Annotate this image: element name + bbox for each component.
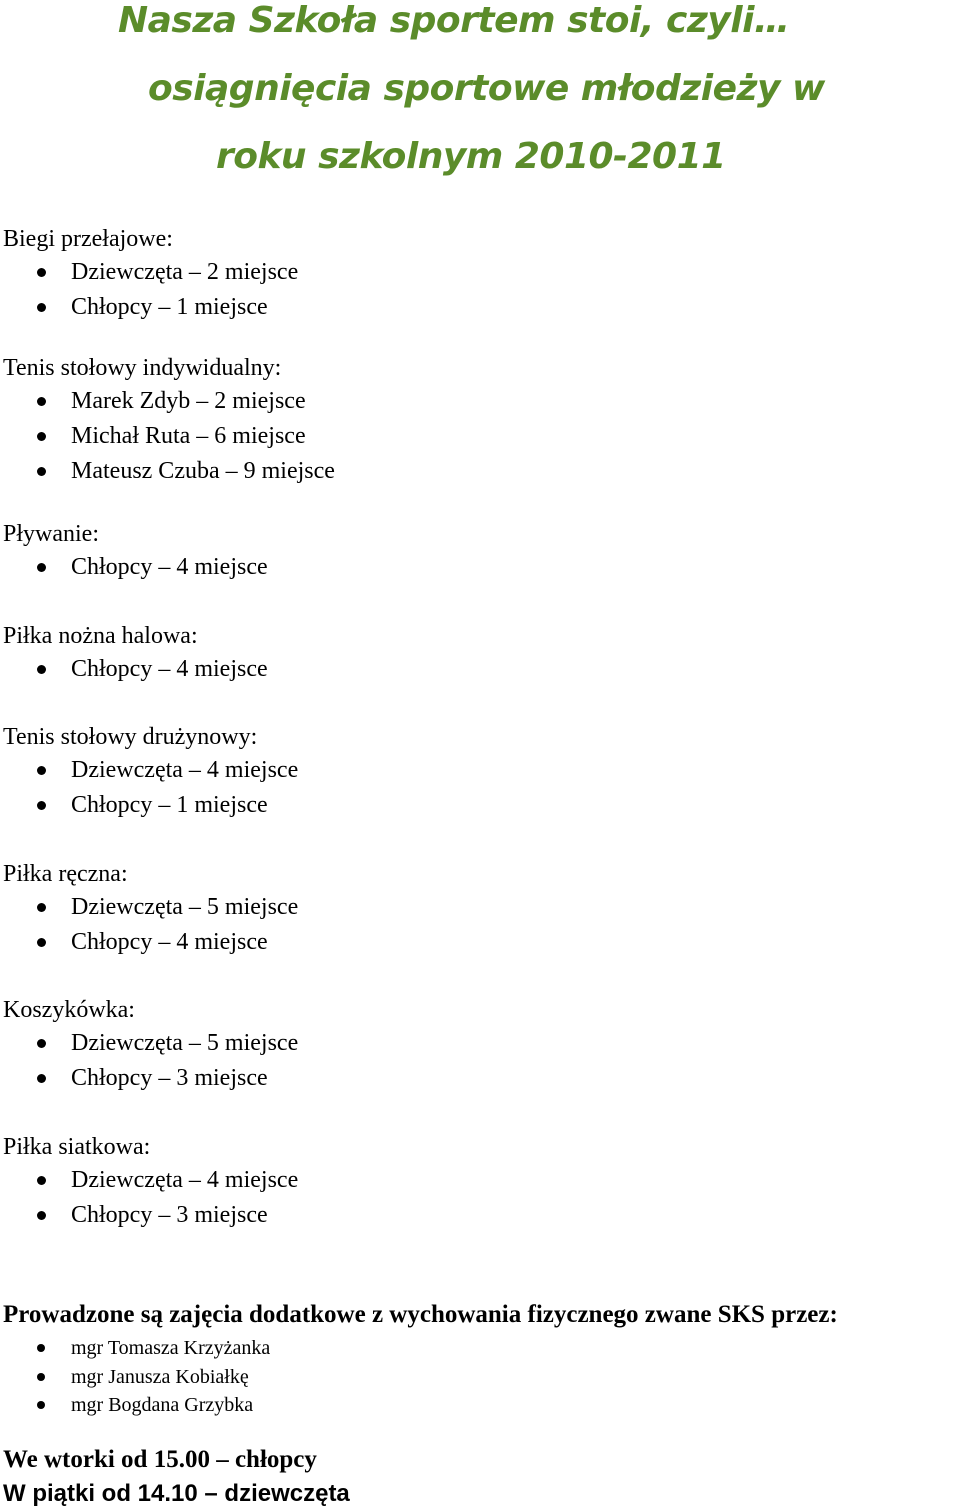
- section-heading: Piłka siatkowa:: [3, 1134, 151, 1160]
- schedule-girls: W piątki od 14.10 – dziewczęta: [3, 1480, 350, 1507]
- results-list: [0, 255, 298, 325]
- teacher-list: [0, 1334, 270, 1420]
- section-heading: Biegi przełajowe:: [3, 226, 173, 252]
- teacher-item: mgr Tomasza Krzyżanka: [0, 1334, 270, 1363]
- section-table-tennis-individual: [0, 352, 335, 489]
- section-handball: [0, 858, 298, 960]
- results-list: [0, 753, 298, 823]
- results-list: [0, 652, 268, 687]
- page-title-line-2: osiągnięcia sportowe młodzieży w: [148, 68, 825, 109]
- list-item: Dziewczęta – 5 miejsce: [0, 890, 298, 925]
- section-heading: Piłka nożna halowa:: [3, 623, 198, 649]
- section-heading: Tenis stołowy drużynowy:: [3, 724, 258, 750]
- sks-heading: Prowadzone są zajęcia dodatkowe z wychowania fizycznego zwane SKS przez:: [3, 1301, 838, 1328]
- list-item: Chłopcy – 4 miejsce: [0, 550, 268, 585]
- schedule-boys: We wtorki od 15.00 – chłopcy: [3, 1446, 317, 1473]
- section-volleyball: [0, 1131, 298, 1233]
- list-item: Chłopcy – 4 miejsce: [0, 652, 268, 687]
- section-basketball: [0, 994, 298, 1096]
- section-heading: Tenis stołowy indywidualny:: [3, 355, 282, 381]
- list-item: Marek Zdyb – 2 miejsce: [0, 384, 335, 419]
- results-list: [0, 890, 298, 960]
- page-title-line-3: roku szkolnym 2010-2011: [216, 136, 726, 177]
- list-item: Mateusz Czuba – 9 miejsce: [0, 454, 335, 489]
- list-item: Chłopcy – 3 miejsce: [0, 1198, 298, 1233]
- results-list: [0, 384, 335, 489]
- results-list: [0, 1163, 298, 1233]
- section-heading: Koszykówka:: [3, 997, 135, 1023]
- list-item: Chłopcy – 1 miejsce: [0, 290, 298, 325]
- list-item: Dziewczęta – 4 miejsce: [0, 1163, 298, 1198]
- page-title-line-1: Nasza Szkoła sportem stoi, czyli…: [118, 0, 790, 41]
- list-item: Chłopcy – 1 miejsce: [0, 788, 298, 823]
- section-swimming: [0, 518, 268, 585]
- list-item: Chłopcy – 3 miejsce: [0, 1061, 298, 1096]
- list-item: Dziewczęta – 4 miejsce: [0, 753, 298, 788]
- teacher-item: mgr Bogdana Grzybka: [0, 1391, 270, 1420]
- section-indoor-football: [0, 620, 268, 687]
- section-heading: Piłka ręczna:: [3, 861, 128, 887]
- results-list: [0, 550, 268, 585]
- section-cross-country: [0, 223, 298, 325]
- section-heading: Pływanie:: [3, 521, 99, 547]
- teacher-item: mgr Janusza Kobiałkę: [0, 1363, 270, 1392]
- list-item: Dziewczęta – 2 miejsce: [0, 255, 298, 290]
- results-list: [0, 1026, 298, 1096]
- list-item: Dziewczęta – 5 miejsce: [0, 1026, 298, 1061]
- list-item: Michał Ruta – 6 miejsce: [0, 419, 335, 454]
- list-item: Chłopcy – 4 miejsce: [0, 925, 298, 960]
- section-table-tennis-team: [0, 721, 298, 823]
